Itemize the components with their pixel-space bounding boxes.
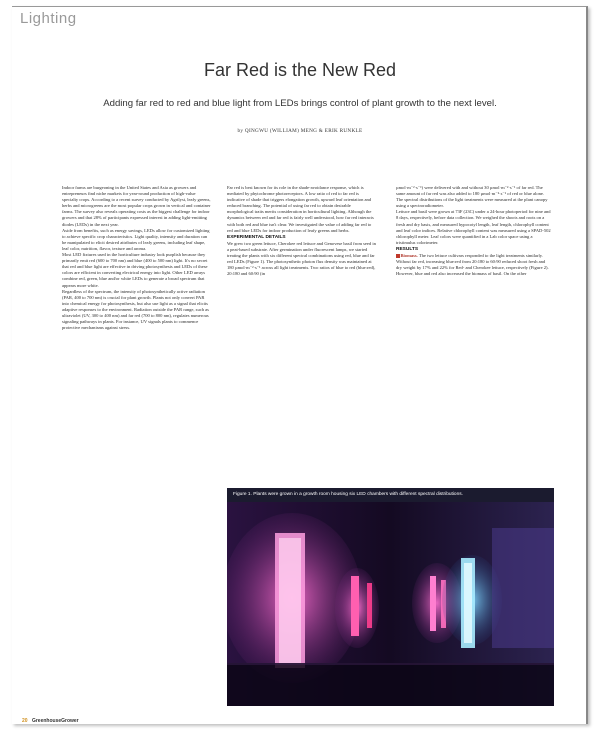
section-label: Lighting bbox=[20, 10, 77, 27]
bullet-square-icon bbox=[396, 254, 400, 258]
text-column-2 bbox=[227, 185, 377, 277]
paragraph: µmol·m⁻²·s⁻¹) were delivered with and without 30 µmol·m⁻²·s⁻¹ of far red. The same amount of far red was also added to 180 µmol·m⁻²·s⁻¹ of red or blue alone. The spectral distributions of the light treatments were measured at the plant canopy using a spectroradiometer. bbox=[396, 185, 548, 209]
paragraph: We grew two green lettuce, Cherokee red lettuce and Genovese basil from seed in a peat-based substrate. After germination under fluorescent lamps, we started treating the plants with six different spectral combinations using red, blue and far red LEDs (Figure 1). The photosynthetic photon flux density was maintained at 180 µmol·m⁻²·s⁻¹ across all light treatments. Two ratios of blue to red (blue:red), 20:180 and 60:90 (in bbox=[227, 240, 376, 277]
figure-photo bbox=[227, 488, 554, 706]
paragraph: Indoor farms are burgeoning in the United States and Asia as growers and entrepreneurs find niche markets for year-round production of high-value specialty crops. According to a recent survey conducted by Agrilyst, leafy greens, herbs and microgreens are the most popular crops grown in vertical and container farms. The survey also reveals operating costs as the biggest challenge for indoor growers and that 28% of participants expressed interest in adding light-emitting diodes (LEDs) in the next year. bbox=[62, 185, 211, 227]
paragraph: Lettuce and basil were grown at 73F (23C) under a 24-hour photoperiod for nine and 8 days, respectively, before data collection. We weighed the shoots and roots on a fresh and dry basis, and measured hypocotyl length, leaf length, chlorophyll content and leaf color indices. Relative chlorophyll content was measured using a SPAD-502 chlorophyll meter. Leaf colors were quantified in a Lab color space using a tristimulus colorimeter. bbox=[396, 209, 551, 245]
paragraph: Most LED fixtures used in the horticulture industry look purplish because they primarily emit red (600 to 700 nm) and blue (400 to 500 nm) light. It's no secret that red and blue light are effective in driving photosynthesis and LEDs of these colors are efficient in converting electrical energy into light. Other LED arrays combine red, green, blue and/or white LEDs to generate a broad spectrum that appears more white. bbox=[62, 252, 208, 288]
article-byline: by QINGWU (WILLIAM) MENG & ERIK RUNKLE bbox=[237, 128, 363, 134]
paragraph bbox=[396, 253, 551, 277]
page-footer bbox=[22, 718, 79, 724]
page-number: 20 bbox=[22, 718, 28, 724]
growth-room-photo bbox=[227, 488, 554, 706]
figure-caption: Figure 1. Plants were grown in a growth room housing six LED chambers with different spectral distributions. bbox=[227, 488, 554, 502]
paragraph: Aside from benefits, such as energy savings, LEDs allow for customized lighting to achieve specific crop characteristics. Light quality, intensity and duration can be manipulated to elicit desired attributes of leafy greens, including leaf shape, leaf color, nutrition, flavor, texture and aroma. bbox=[62, 227, 210, 251]
paragraph: Far red is best known for its role in the shade-avoidance response, which is mediated by phytochrome photoreceptors. A low ratio of red to far red is indicative of shade that triggers elongation growth, upward leaf orientation and reduced branching. The potential of using far red to obtain desirable morphological traits merits consideration in horticultural lighting. Although the dynamics between red and far red is fairly well understood, how far red interacts with both red and blue isn't clear. We investigated the value of adding far red to red and blue LEDs for indoor production of leafy greens and herbs. bbox=[227, 185, 374, 233]
section-heading: EXPERIMENTAL DETAILS bbox=[227, 234, 286, 240]
publication-name: GreenhouseGrower bbox=[31, 718, 79, 724]
section-heading: RESULTS bbox=[396, 246, 419, 252]
article-title: Far Red is the New Red bbox=[203, 60, 397, 80]
paragraph: Regardless of the spectrum, the intensity of photosynthetically active radiation (PAR, 400 to 700 nm) is crucial for plant growth. Plants not only convert PAR into chemical energy for photosynthesis, but also use light as a signal that elicits adaptive responses to the environment. Radiation outside the PAR range, such as ultraviolet (UV, 300 to 400 nm) and far red (700 to 800 nm), regulates numerous signaling pathways in plants. For instance, UV signals plants to commence protective mechanisms against stress. bbox=[62, 288, 209, 331]
text-column-3 bbox=[396, 185, 551, 277]
lead-in: Biomass. bbox=[400, 253, 418, 259]
paragraph-text: The two lettuce cultivars responded to the light treatments similarly. Without far red, increasing blue:red from 20:180 to 60:90 reduced shoot fresh and dry weight by 17% and 22% for Red- and Cherokee lettuce, respectively (Figure 2). However, blue and red also increased the biomass of basil. On the other bbox=[396, 253, 549, 277]
article-subtitle: Adding far red to red and blue light from LEDs brings control of plant growth to the next level. bbox=[103, 98, 497, 109]
text-column-1 bbox=[62, 185, 212, 331]
